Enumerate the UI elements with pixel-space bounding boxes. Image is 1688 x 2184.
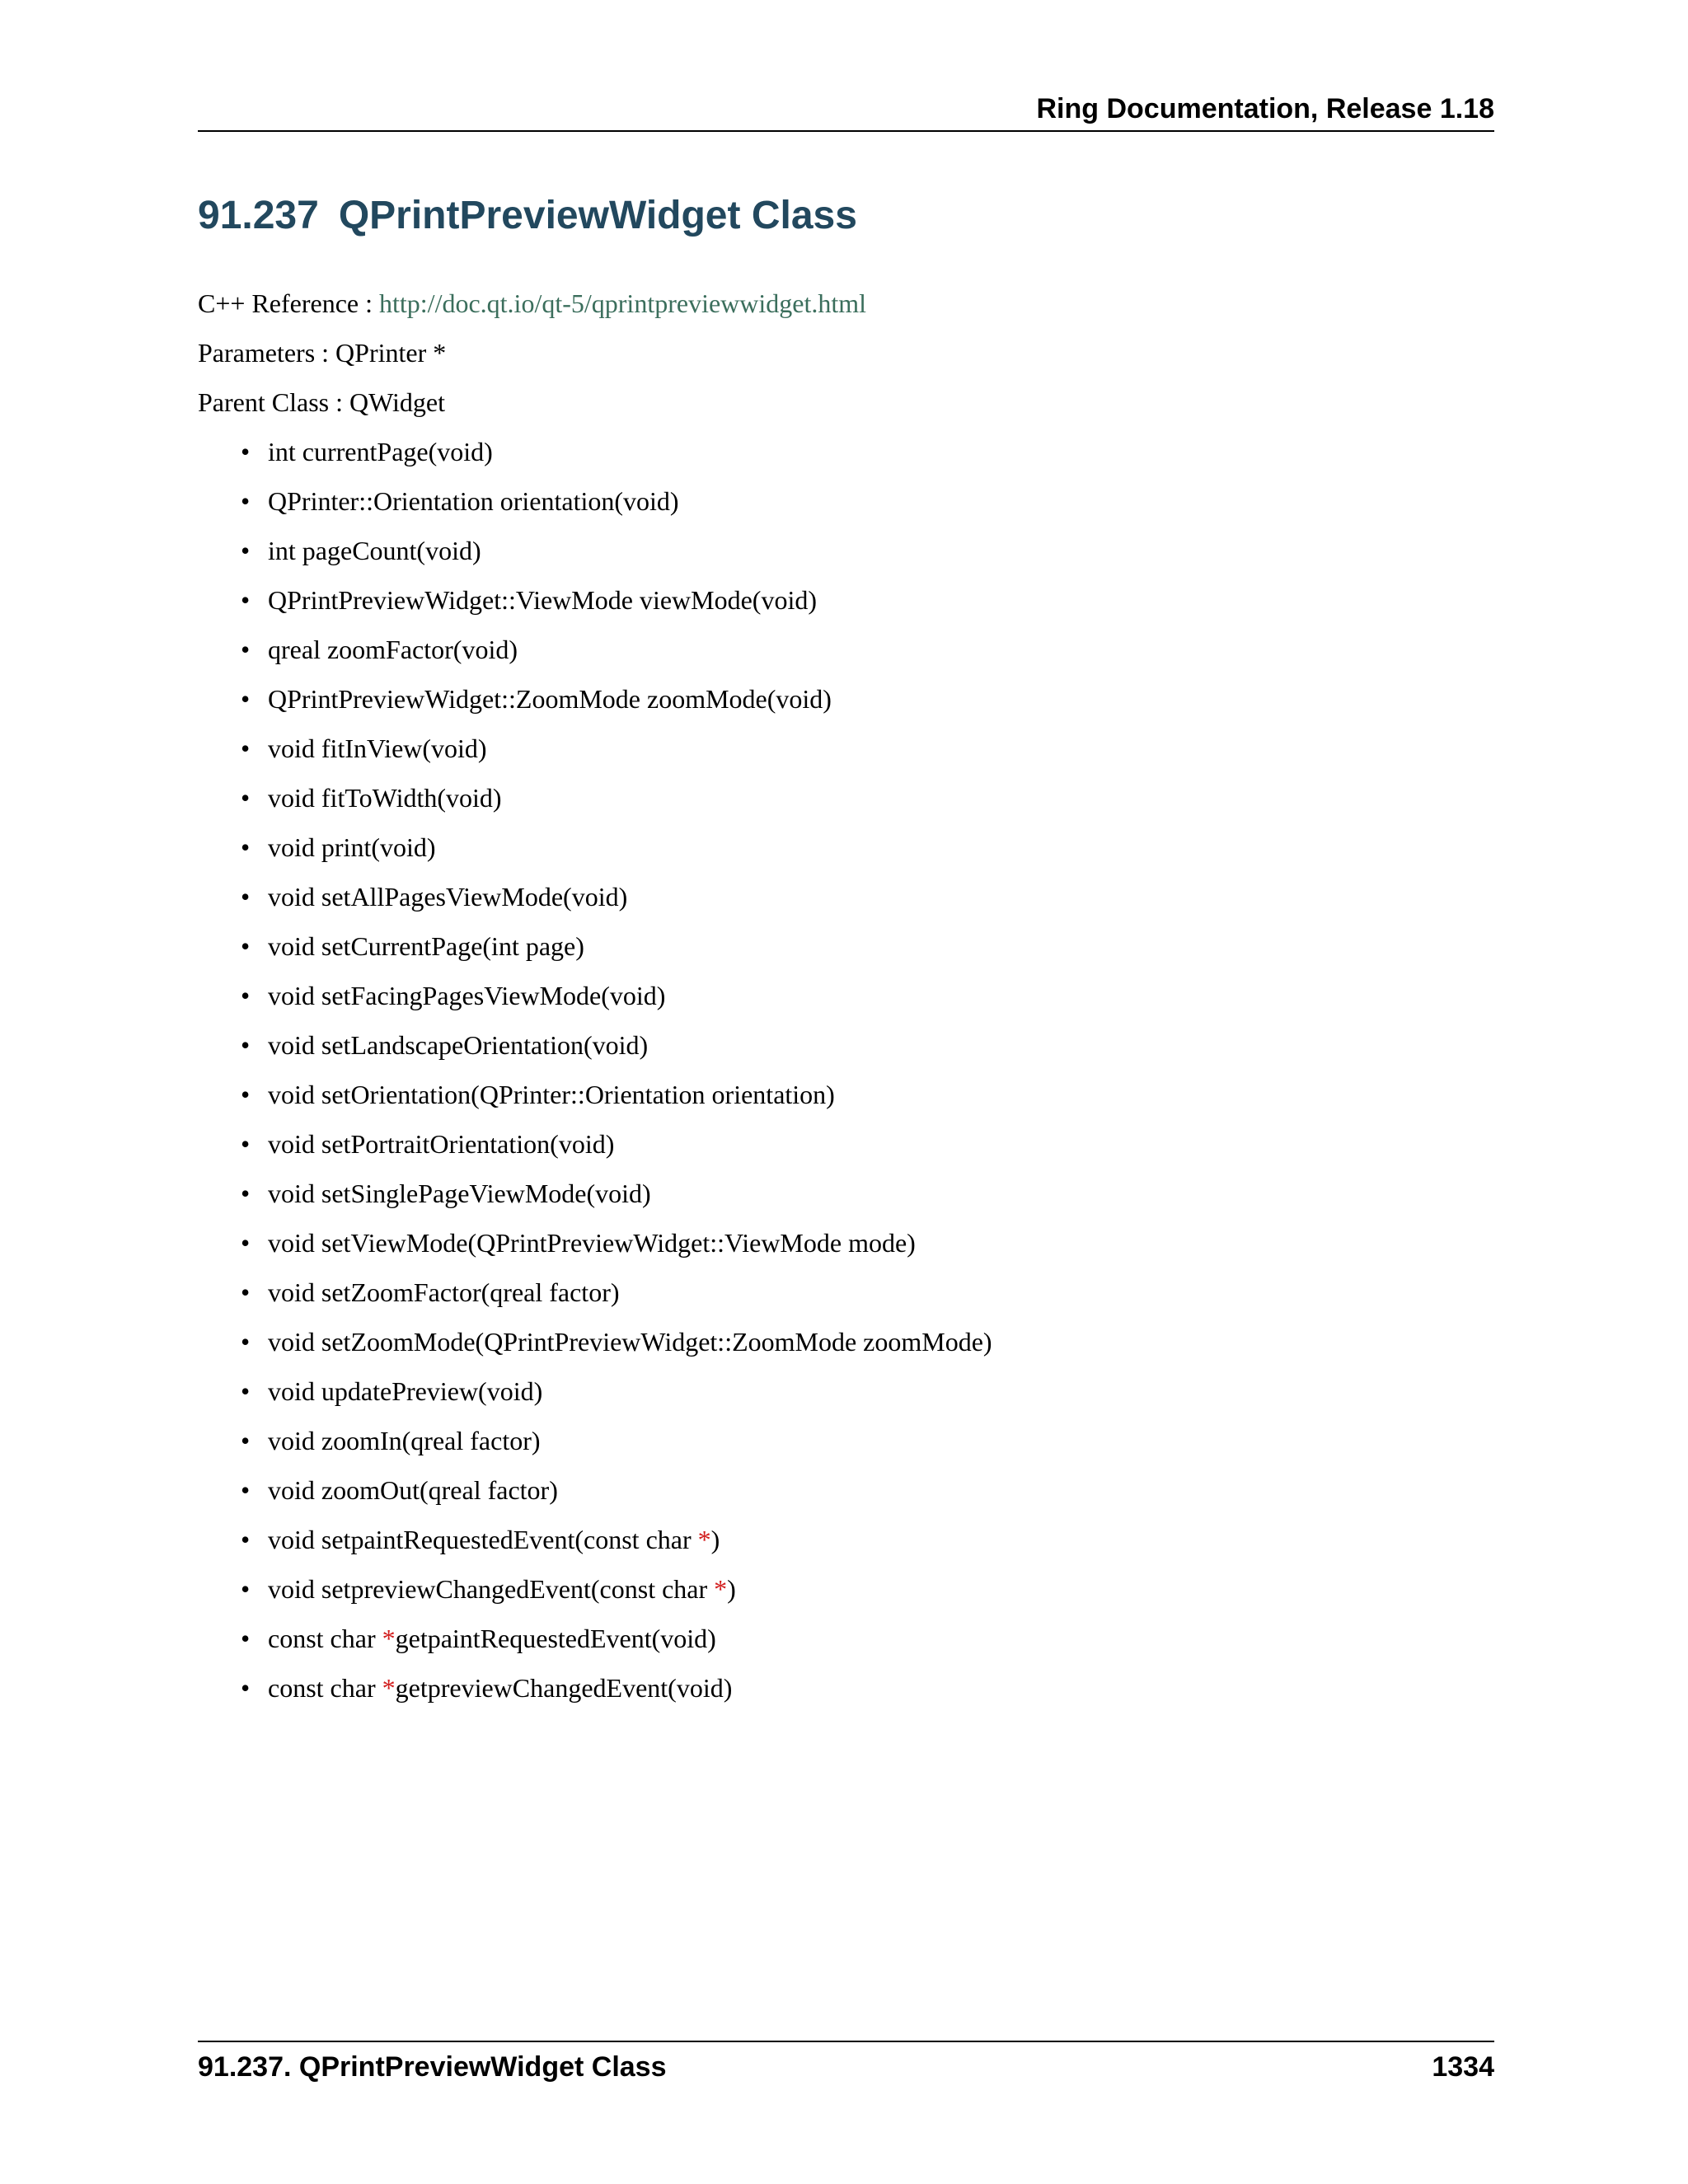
- pointer-star: *: [382, 1673, 396, 1703]
- method-signature-part: const char: [268, 1624, 382, 1653]
- method-list: [0, 435, 992, 1721]
- method-signature: int currentPage(void): [268, 437, 493, 466]
- method-signature-part: const char: [268, 1673, 382, 1703]
- cpp-reference-link[interactable]: http://doc.qt.io/qt-5/qprintpreviewwidget.html: [379, 288, 867, 318]
- method-signature: void setOrientation(QPrinter::Orientation orientation): [268, 1080, 835, 1109]
- bullet: •: [241, 684, 251, 714]
- bullet: •: [241, 1080, 251, 1109]
- method-signature: void setFacingPagesViewMode(void): [268, 981, 666, 1010]
- bullet: •: [241, 437, 251, 466]
- method-signature: void fitToWidth(void): [268, 783, 502, 813]
- method-signature-part: void setpreviewChangedEvent(const char: [268, 1574, 715, 1604]
- method-signature: void fitInView(void): [268, 733, 487, 763]
- method-item: [0, 1029, 992, 1078]
- method-item: [0, 534, 992, 583]
- method-item: [0, 1078, 992, 1127]
- bullet: •: [241, 635, 251, 664]
- bullet: •: [241, 1475, 251, 1505]
- bullet: •: [241, 783, 251, 813]
- section-heading: [198, 191, 857, 241]
- method-item: [0, 1127, 992, 1177]
- section-title: QPrintPreviewWidget Class: [338, 194, 857, 237]
- bullet: •: [241, 733, 251, 763]
- method-item: [0, 583, 992, 633]
- bullet: •: [241, 486, 251, 516]
- bullet: •: [241, 1277, 251, 1307]
- bullet: •: [241, 536, 251, 565]
- method-signature: void setZoomFactor(qreal factor): [268, 1277, 620, 1307]
- method-item: [0, 633, 992, 682]
- method-signature: void setPortraitOrientation(void): [268, 1129, 615, 1159]
- parameters: Parameters : QPrinter *: [198, 338, 447, 368]
- parent-class: Parent Class : QWidget: [198, 387, 445, 417]
- method-item: [0, 1177, 992, 1226]
- pointer-star: *: [382, 1624, 396, 1653]
- method-signature-part: void setpaintRequestedEvent(const char: [268, 1525, 698, 1554]
- bullet: •: [241, 882, 251, 912]
- method-item: [0, 831, 992, 880]
- method-item: [0, 781, 992, 831]
- method-item: [0, 1474, 992, 1523]
- page-header: [198, 89, 1494, 132]
- method-signature-part: ): [710, 1525, 720, 1554]
- page-footer: [198, 2041, 1494, 2092]
- method-signature: void setSinglePageViewMode(void): [268, 1179, 651, 1208]
- bullet: •: [241, 1327, 251, 1357]
- method-signature: void updatePreview(void): [268, 1376, 543, 1406]
- bullet: •: [241, 1525, 251, 1554]
- pointer-star: *: [697, 1525, 711, 1554]
- method-signature: void setLandscapeOrientation(void): [268, 1030, 649, 1060]
- method-signature: qreal zoomFactor(void): [268, 635, 518, 664]
- bullet: •: [241, 1673, 251, 1703]
- section-number: 91.237: [198, 194, 319, 237]
- method-signature: void setViewMode(QPrintPreviewWidget::ViewMode mode): [268, 1228, 916, 1258]
- method-item: [0, 1226, 992, 1276]
- bullet: •: [241, 1426, 251, 1455]
- method-signature: int pageCount(void): [268, 536, 481, 565]
- method-signature-part: getpreviewChangedEvent(void): [395, 1673, 733, 1703]
- method-signature: QPrintPreviewWidget::ViewMode viewMode(void): [268, 585, 817, 615]
- method-signature: void zoomIn(qreal factor): [268, 1426, 541, 1455]
- method-signature: void setAllPagesViewMode(void): [268, 882, 628, 912]
- method-item: [0, 1622, 992, 1671]
- method-item: [0, 485, 992, 534]
- footer-page-number: 1334: [1432, 2051, 1494, 2083]
- method-item: [0, 979, 992, 1029]
- bullet: •: [241, 1030, 251, 1060]
- method-item: [0, 930, 992, 979]
- method-signature-part: getpaintRequestedEvent(void): [395, 1624, 716, 1653]
- footer-section: 91.237. QPrintPreviewWidget Class: [198, 2051, 667, 2083]
- bullet: •: [241, 832, 251, 862]
- method-item: [0, 1572, 992, 1622]
- method-item: [0, 1375, 992, 1424]
- method-item: [0, 1424, 992, 1474]
- method-signature-part: ): [727, 1574, 736, 1604]
- method-signature: QPrinter::Orientation orientation(void): [268, 486, 679, 516]
- method-item: [0, 1276, 992, 1325]
- bullet: •: [241, 1574, 251, 1604]
- cpp-reference: [198, 287, 866, 320]
- method-item: [0, 1325, 992, 1375]
- method-item: [0, 1671, 992, 1721]
- method-item: [0, 1523, 992, 1572]
- method-signature: void setCurrentPage(int page): [268, 931, 584, 961]
- method-signature: QPrintPreviewWidget::ZoomMode zoomMode(void): [268, 684, 832, 714]
- pointer-star: *: [714, 1574, 728, 1604]
- bullet: •: [241, 1228, 251, 1258]
- method-signature: void setZoomMode(QPrintPreviewWidget::ZoomMode zoomMode): [268, 1327, 992, 1357]
- method-item: [0, 880, 992, 930]
- bullet: •: [241, 1179, 251, 1208]
- method-item: [0, 682, 992, 732]
- bullet: •: [241, 931, 251, 961]
- bullet: •: [241, 585, 251, 615]
- header-title: Ring Documentation, Release 1.18: [1036, 93, 1494, 124]
- method-signature: void print(void): [268, 832, 436, 862]
- bullet: •: [241, 981, 251, 1010]
- method-signature: void zoomOut(qreal factor): [268, 1475, 558, 1505]
- bullet: •: [241, 1624, 251, 1653]
- method-item: [0, 732, 992, 781]
- bullet: •: [241, 1129, 251, 1159]
- bullet: •: [241, 1376, 251, 1406]
- cpp-reference-label: C++ Reference :: [198, 288, 379, 318]
- method-item: [0, 435, 992, 485]
